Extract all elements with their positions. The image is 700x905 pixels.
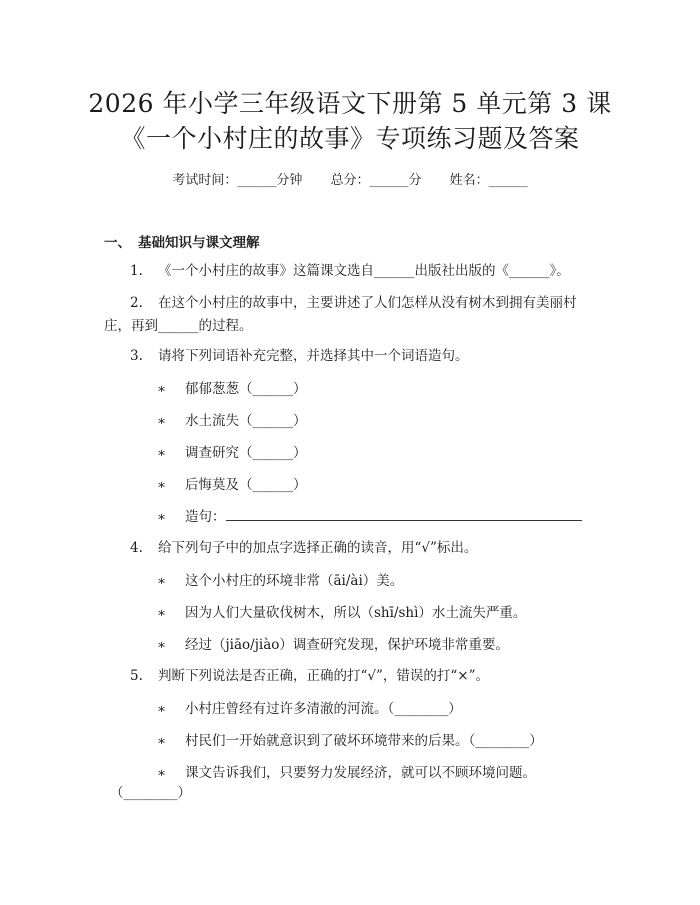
- bullet-icon: ∗: [157, 381, 167, 397]
- list-item-continued: （________）: [110, 785, 191, 801]
- list-item: ∗ 后悔莫及（______）: [157, 477, 307, 493]
- bullet-icon: ∗: [157, 765, 167, 781]
- question-number: 4.: [130, 540, 143, 556]
- question-number: 3.: [130, 348, 143, 364]
- section-heading: [104, 231, 260, 251]
- bullet-icon: ∗: [157, 605, 167, 621]
- question-text: 在这个小村庄的故事中，主要讲述了人们怎样从没有树木到拥有美丽村: [158, 295, 577, 311]
- list-item: ∗ 郁郁葱葱（______）: [157, 381, 307, 397]
- question-number: 1.: [130, 263, 143, 279]
- bullet-icon: ∗: [157, 509, 167, 525]
- list-item: ∗ 这个小村庄的环境非常（āi/ài）美。: [157, 573, 404, 589]
- bullet-icon: ∗: [157, 573, 167, 589]
- bullet-icon: ∗: [157, 637, 167, 653]
- bullet-icon: ∗: [157, 445, 167, 461]
- exam-time: 考试时间：______分钟: [172, 173, 303, 188]
- question-5: [104, 663, 594, 689]
- question-text-continued: 庄，再到______的过程。: [104, 318, 253, 334]
- exam-meta: [0, 169, 700, 188]
- sentence-label: 造句：: [185, 509, 226, 525]
- list-item: ∗ 水土流失（______）: [157, 413, 307, 429]
- list-item: ∗ 经过（jiāo/jiào）调查研究发现，保护环境非常重要。: [157, 637, 509, 653]
- question-number: 5.: [130, 668, 143, 684]
- answer-line: [226, 508, 582, 521]
- question-1: [104, 258, 594, 284]
- list-item: ∗ 村民们一开始就意识到了破坏环境带来的后果。（________）: [157, 733, 543, 749]
- question-text: 《一个小村庄的故事》这篇课文选自______出版社出版的《______》。: [158, 263, 570, 279]
- question-2-continued: [104, 313, 594, 339]
- question-text: 给下列句子中的加点字选择正确的读音，用“√”标出。: [158, 540, 478, 556]
- bullet-icon: ∗: [157, 733, 167, 749]
- sentence-line: [157, 505, 582, 525]
- list-item: ∗ 小村庄曾经有过许多清澈的河流。（________）: [157, 701, 462, 717]
- section-title: 基础知识与课文理解: [138, 235, 260, 251]
- list-item: ∗ 调查研究（______）: [157, 445, 307, 461]
- question-text: 请将下列词语补充完整，并选择其中一个词语造句。: [158, 348, 469, 364]
- bullet-icon: ∗: [157, 413, 167, 429]
- question-text: 判断下列说法是否正确，正确的打“√”，错误的打“×”。: [158, 668, 490, 684]
- total-score: 总分：______分: [330, 173, 422, 188]
- title-line-2: 《一个小村庄的故事》专项练习题及答案: [120, 124, 580, 153]
- bullet-icon: ∗: [157, 701, 167, 717]
- question-3: [104, 343, 594, 369]
- list-item: ∗ 因为人们大量砍伐树木，所以（shī/shì）水土流失严重。: [157, 605, 527, 621]
- title-line-1: 2026 年小学三年级语文下册第 5 单元第 3 课: [88, 89, 612, 118]
- question-4: [104, 535, 594, 561]
- section-number: 一、: [104, 235, 131, 251]
- question-number: 2.: [130, 295, 143, 311]
- bullet-icon: ∗: [157, 477, 167, 493]
- student-name: 姓名：______: [449, 173, 528, 188]
- list-item: ∗ 课文告诉我们，只要努力发展经济，就可以不顾环境问题。: [157, 765, 536, 781]
